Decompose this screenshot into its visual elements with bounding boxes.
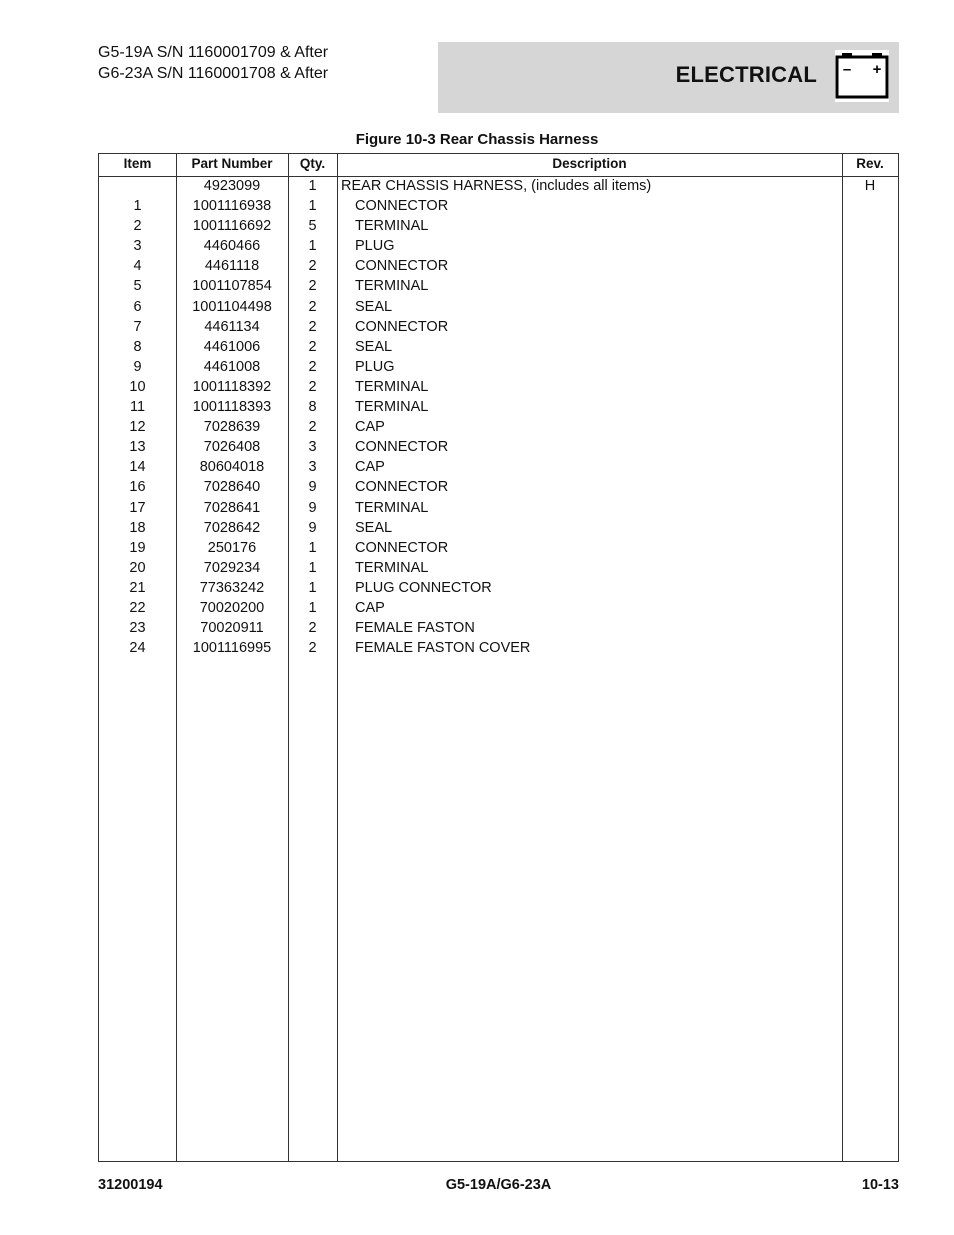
cell-qty: 2 <box>308 298 317 315</box>
cell-qty: 2 <box>308 278 317 295</box>
cell-description: SEAL <box>355 519 393 536</box>
cell-item: 7 <box>133 318 142 335</box>
cell-qty: 5 <box>308 218 317 235</box>
table-row <box>99 538 898 558</box>
cell-qty: 2 <box>308 620 317 637</box>
table-row <box>99 236 898 256</box>
cell-qty: 1 <box>308 198 317 215</box>
table-row <box>99 397 898 417</box>
table-row <box>99 618 898 638</box>
table-row <box>99 578 898 598</box>
cell-qty: 3 <box>308 459 317 476</box>
header-description: Description <box>552 156 627 171</box>
cell-qty: 8 <box>308 399 317 416</box>
table-body <box>99 176 898 658</box>
page-number: 10-13 <box>861 1177 899 1193</box>
cell-item: 8 <box>133 338 142 355</box>
table-row <box>99 558 898 578</box>
cell-item: 1 <box>133 198 142 215</box>
cell-qty: 1 <box>308 178 317 194</box>
header-item: Item <box>123 156 152 171</box>
table-row <box>99 337 898 357</box>
table-row <box>99 256 898 276</box>
cell-part-number: 7026408 <box>203 439 261 456</box>
battery-icon <box>835 50 889 102</box>
battery-minus-sign: – <box>842 61 852 78</box>
model-line-1: G5-19A S/N 1160001709 & After <box>98 44 329 61</box>
cell-description: TERMINAL <box>355 399 429 416</box>
battery-plus-sign: + <box>872 61 882 78</box>
cell-part-number: 7029234 <box>203 559 261 576</box>
cell-qty: 1 <box>308 599 317 616</box>
cell-qty: 2 <box>308 358 317 375</box>
cell-item: 24 <box>129 640 146 657</box>
model-line-2: G6-23A S/N 1160001708 & After <box>98 65 329 82</box>
cell-part-number: 1001116938 <box>192 198 272 215</box>
cell-item: 14 <box>129 459 146 476</box>
cell-description: TERMINAL <box>355 378 429 395</box>
cell-item: 13 <box>129 439 146 456</box>
cell-qty: 9 <box>308 519 317 536</box>
table-row <box>99 638 898 658</box>
header-rev: Rev. <box>856 156 884 171</box>
cell-qty: 2 <box>308 318 317 335</box>
table-row <box>99 498 898 518</box>
cell-item: 11 <box>129 399 146 416</box>
cell-item: 3 <box>133 238 142 255</box>
cell-description: PLUG <box>355 238 395 255</box>
cell-part-number: 1001118392 <box>192 378 272 395</box>
footer-model: G5-19A/G6-23A <box>445 1177 552 1193</box>
table-row <box>99 518 898 538</box>
cell-item: 18 <box>129 519 146 536</box>
table-row <box>99 477 898 497</box>
cell-qty: 1 <box>308 539 317 556</box>
cell-item: 19 <box>129 539 146 556</box>
table-row <box>99 276 898 296</box>
cell-qty: 9 <box>308 479 317 496</box>
cell-description: CONNECTOR <box>355 318 449 335</box>
cell-part-number: 4461134 <box>204 318 260 335</box>
cell-item: 23 <box>129 620 146 637</box>
model-serial-lines <box>98 42 328 84</box>
cell-part-number: 7028642 <box>203 519 261 536</box>
cell-item: 6 <box>133 298 142 315</box>
cell-part-number: 1001107854 <box>192 278 272 295</box>
table-row <box>99 297 898 317</box>
cell-part-number: 4461008 <box>203 358 261 375</box>
cell-part-number: 7028640 <box>203 479 261 496</box>
cell-part-number: 80604018 <box>199 459 265 476</box>
cell-part-number: 4923099 <box>203 178 261 194</box>
cell-qty: 2 <box>308 419 317 436</box>
cell-item: 21 <box>129 579 146 596</box>
cell-qty: 2 <box>308 640 317 657</box>
cell-description: CAP <box>355 599 385 616</box>
cell-qty: 2 <box>308 338 317 355</box>
cell-qty: 9 <box>308 499 317 516</box>
table-header-row <box>99 154 898 177</box>
cell-description: TERMINAL <box>355 499 429 516</box>
cell-item: 4 <box>133 258 142 275</box>
cell-qty: 2 <box>308 258 317 275</box>
cell-description: CAP <box>355 459 385 476</box>
cell-description: TERMINAL <box>355 559 429 576</box>
cell-part-number: 70020200 <box>199 599 265 616</box>
cell-part-number: 4460466 <box>203 238 261 255</box>
cell-item: 10 <box>129 378 146 395</box>
cell-part-number: 250176 <box>207 539 257 556</box>
cell-description: PLUG <box>355 358 395 375</box>
cell-item: 2 <box>133 218 142 235</box>
table-row <box>99 317 898 337</box>
cell-part-number: 70020911 <box>200 620 264 637</box>
cell-description: PLUG CONNECTOR <box>355 579 492 596</box>
table-row <box>99 417 898 437</box>
cell-item: 22 <box>129 599 146 616</box>
cell-part-number: 4461118 <box>204 258 260 275</box>
cell-description: SEAL <box>355 298 393 315</box>
table-row <box>99 357 898 377</box>
cell-part-number: 77363242 <box>199 579 265 596</box>
document-number: 31200194 <box>98 1177 163 1193</box>
cell-description: CONNECTOR <box>355 439 449 456</box>
section-title: ELECTRICAL <box>675 62 817 87</box>
cell-qty: 1 <box>308 559 317 576</box>
cell-qty: 1 <box>308 238 317 255</box>
table-row <box>99 176 898 196</box>
cell-part-number: 7028639 <box>203 419 261 436</box>
table-row <box>99 377 898 397</box>
table-row <box>99 216 898 236</box>
cell-item: 9 <box>133 358 142 375</box>
cell-item: 17 <box>129 499 146 516</box>
cell-qty: 1 <box>308 579 317 596</box>
table-row <box>99 457 898 477</box>
cell-description: SEAL <box>355 338 393 355</box>
cell-part-number: 1001116995 <box>192 640 272 657</box>
cell-description: FEMALE FASTON COVER <box>355 640 531 657</box>
cell-part-number: 1001104498 <box>192 298 272 315</box>
cell-item: 12 <box>129 419 146 436</box>
table-row <box>99 437 898 457</box>
cell-part-number: 7028641 <box>203 499 261 516</box>
parts-table <box>98 153 899 1162</box>
section-header-box <box>438 42 899 113</box>
cell-item: 20 <box>129 559 146 576</box>
cell-rev: H <box>864 178 876 194</box>
header-part-number: Part Number <box>191 156 273 171</box>
cell-description: CONNECTOR <box>355 539 449 556</box>
cell-description: CAP <box>355 419 385 436</box>
header-qty: Qty. <box>299 156 326 171</box>
cell-part-number: 4461006 <box>203 338 261 355</box>
cell-item: 16 <box>129 479 146 496</box>
cell-description: CONNECTOR <box>355 479 449 496</box>
cell-description: TERMINAL <box>355 278 429 295</box>
cell-description: TERMINAL <box>355 218 429 235</box>
figure-title: Figure 10-3 Rear Chassis Harness <box>355 131 599 148</box>
cell-item: 5 <box>133 278 142 295</box>
cell-description: CONNECTOR <box>355 198 449 215</box>
cell-description: FEMALE FASTON <box>355 620 475 637</box>
cell-qty: 3 <box>308 439 317 456</box>
cell-part-number: 1001118393 <box>192 399 272 416</box>
cell-part-number: 1001116692 <box>192 218 272 235</box>
cell-description: CONNECTOR <box>355 258 449 275</box>
table-row <box>99 196 898 216</box>
cell-description: REAR CHASSIS HARNESS, (includes all items) <box>341 178 652 194</box>
table-row <box>99 598 898 618</box>
cell-qty: 2 <box>308 378 317 395</box>
